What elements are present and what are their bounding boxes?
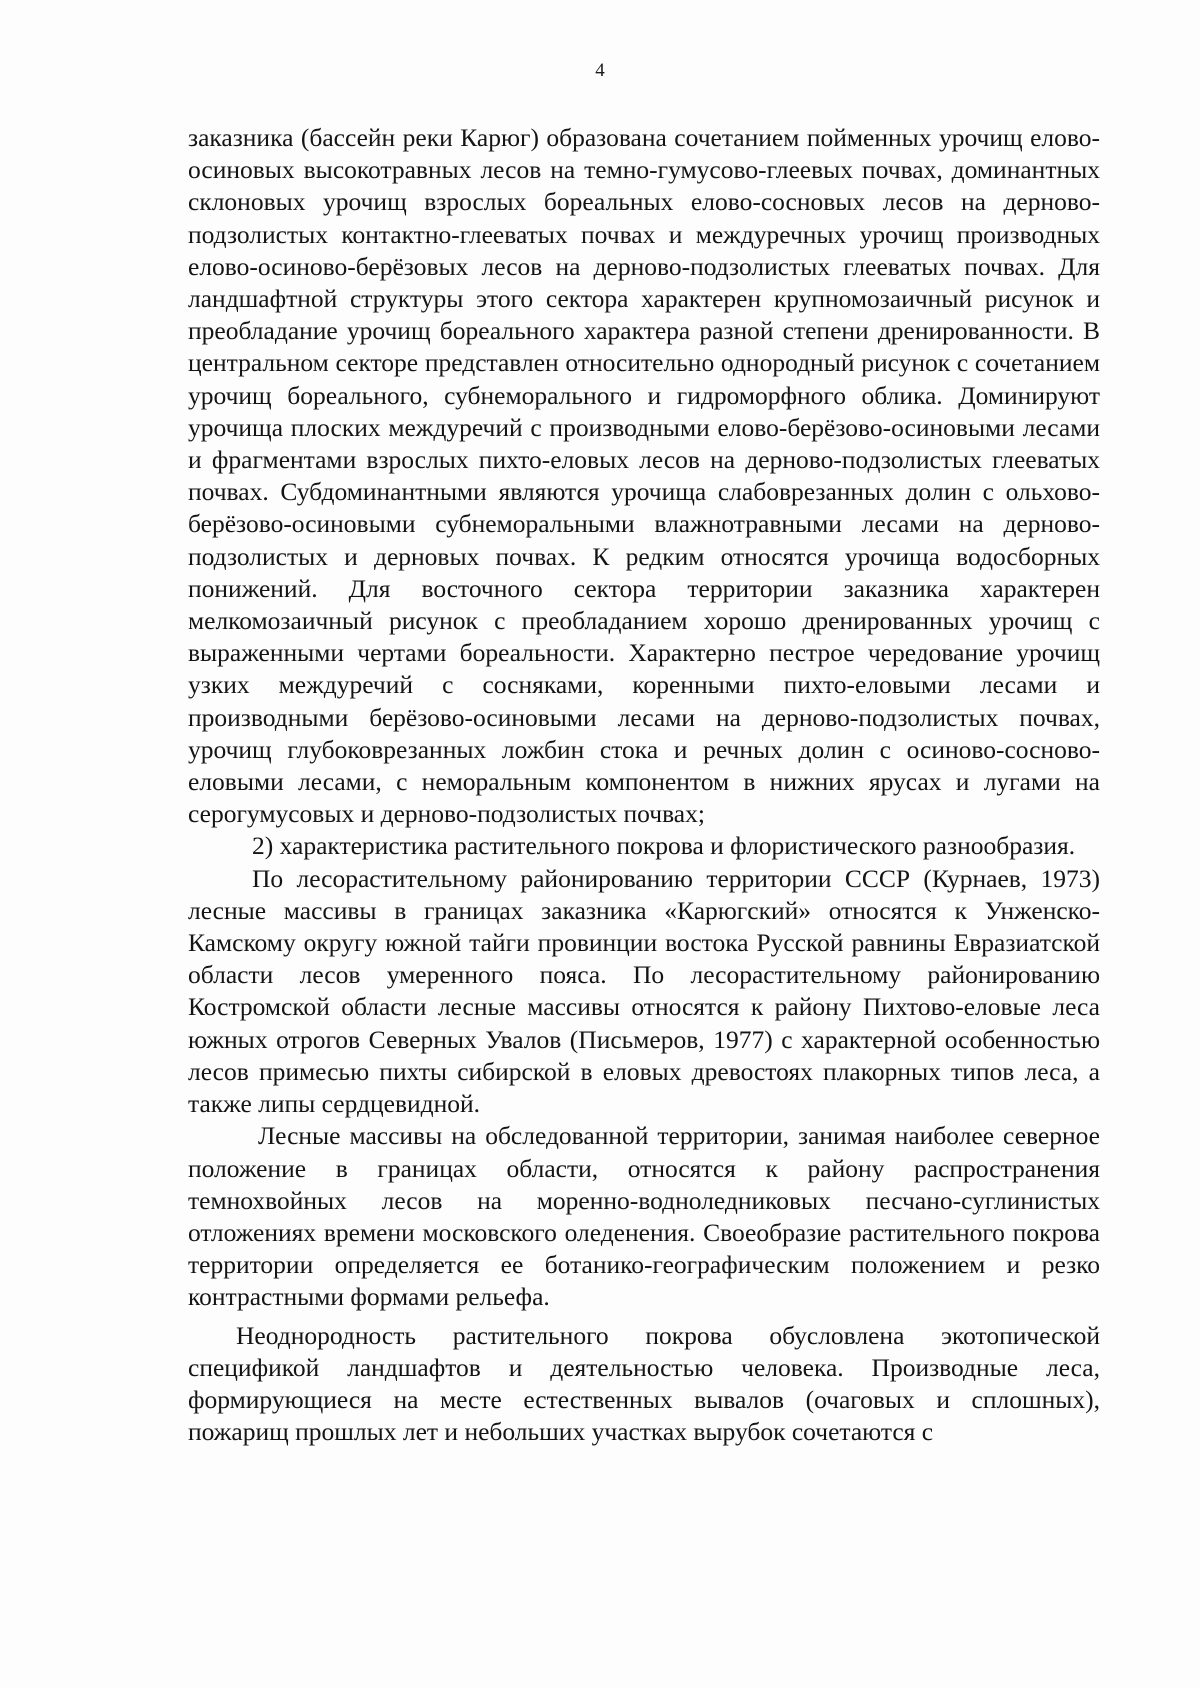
paragraph-landscape-sectors: заказника (бассейн реки Карюг) образована сочетанием пойменных урочищ елово-осиновых высокотравных лесов на темно-гумусово-глеевых почвах, доминантных склоновых урочищ взрослых бореальных елово-сосновых лесов на дерново-подзолистых контактно-глееватых почвах и междуречных урочищ производных елово-осиново-берёзовых лесов на дерново-подзолистых глееватых почвах. Для ландшафтной структуры этого сектора характерен крупномозаичный рисунок и преобладание урочищ бореального характера разной степени дренированности. В центральном секторе представлен относительно однородный рисунок с сочетанием урочищ бореального, субнеморального и гидроморфного облика. Доминируют урочища плоских междуречий с производными елово-берёзово-осиновыми лесами и фрагментами взрослых пихто-еловых лесов на дерново-подзолистых глееватых почвах. Субдоминантными являются урочища слабоврезанных долин с ольхово-берёзово-осиновыми субнеморальными влажнотравными лесами на дерново-подзолистых и дерновых почвах. К редким относятся урочища водосборных понижений. Для восточного сектора территории заказника характерен мелкомозаичный рисунок с преобладанием хорошо дренированных урочищ с выраженными чертами бореальности. Характерно пестрое чередование урочищ узких междуречий с сосняками, коренными пихто-еловыми лесами и производными берёзово-осиновыми лесами на дерново-подзолистых почвах, урочищ глубоковрезанных ложбин стока и речных долин с осиново-сосново-еловыми лесами, с неморальным компонентом в нижних ярусах и лугами на серогумусовых и дерново-подзолистых почвах; <box>188 123 1100 829</box>
paragraph-forest-zoning: По лесорастительному районированию территории СССР (Курнаев, 1973) лесные массивы в границах заказника «Карюгский» относятся к Унженско-Камскому округу южной тайги провинции востока Русской равнины Евразиатской области лесов умеренного пояса. По лесорастительному районированию Костромской области лесные массивы относятся к району Пихтово-еловые леса южных отрогов Северных Увалов (Письмеров, 1977) с характерной особенностью лесов примесью пихты сибирской в еловых древостоях плакорных типов леса, а также липы сердцевидной. <box>188 863 1100 1119</box>
document-body <box>188 122 1100 1448</box>
paragraph-forest-massifs: Лесные массивы на обследованной территории, занимая наиболее северное положение в границах области, относятся к району распространения темнохвойных лесов на моренно-водноледниковых песчано-суглинистых отложениях времени московского оледенения. Своеобразие растительного покрова территории определяется ее ботанико-географическим положением и резко контрастными формами рельефа. <box>188 1121 1100 1312</box>
page-number: 4 <box>595 60 605 81</box>
paragraph-vegetation-heterogeneity: Неоднородность растительного покрова обусловлена экотопической спецификой ландшафтов и деятельностью человека. Производные леса, формирующиеся на месте естественных вывалов (очаговых и сплошных), пожарищ прошлых лет и небольших участках вырубок сочетаются с <box>188 1320 1100 1447</box>
paragraph-section-heading: 2) характеристика растительного покрова и флористического разнообразия. <box>252 831 1076 861</box>
